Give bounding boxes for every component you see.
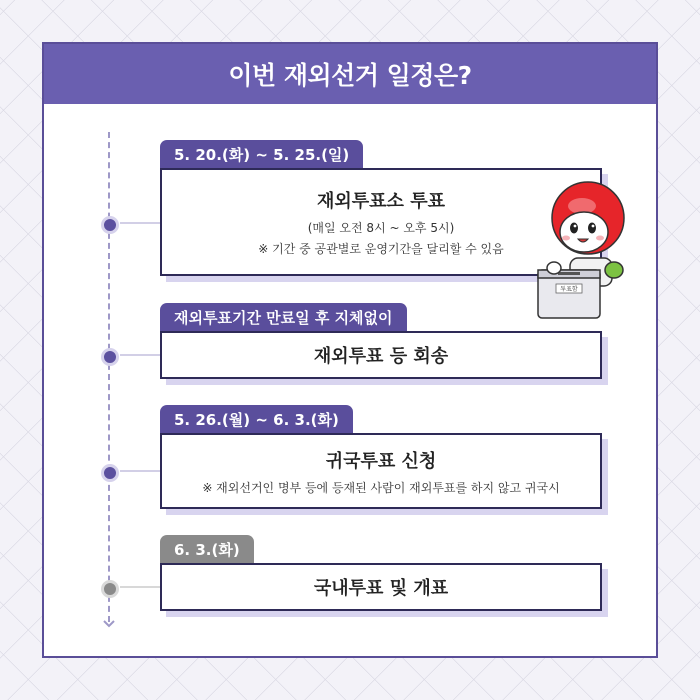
timeline-dot-4: [101, 580, 119, 598]
timeline-connector-2: [120, 354, 160, 356]
schedule-title-1: 재외투표소 투표: [317, 191, 445, 212]
schedule-title-2: 재외투표 등 회송: [313, 346, 449, 367]
schedule-box-3: [160, 433, 602, 509]
timeline-connector-3: [120, 470, 160, 472]
timeline-dot-1: [101, 216, 119, 234]
timeline-connector-4: [120, 586, 160, 588]
timeline-connector-1: [120, 222, 160, 224]
page-title: 이번 재외선거 일정은?: [44, 44, 656, 104]
timeline-line: [108, 132, 110, 622]
ballot-box-label: 투표함: [560, 286, 578, 293]
schedule-date-tab-1: 5. 20.(화) ~ 5. 25.(일): [160, 140, 363, 168]
mascot-ballot-box-illustration: [536, 172, 640, 322]
schedule-box-2: [160, 331, 602, 379]
schedule-note-3: ※ 재외선거인 명부 등에 등재된 사람이 재외투표를 하지 않고 귀국시: [202, 480, 560, 495]
schedule-card: [42, 42, 658, 658]
schedule-date-tab-2: 재외투표기간 만료일 후 지체없이: [160, 303, 407, 331]
schedule-note-1: ※ 기간 중 공관별로 운영기간을 달리할 수 있음: [258, 242, 504, 256]
schedule-date-tab-4: 6. 3.(화): [160, 535, 254, 563]
schedule-box-4: [160, 563, 602, 611]
chevron-down-icon: [101, 616, 117, 632]
timeline-dot-2: [101, 348, 119, 366]
schedule-title-4: 국내투표 및 개표: [313, 578, 449, 599]
timeline-dot-3: [101, 464, 119, 482]
schedule-date-tab-3: 5. 26.(월) ~ 6. 3.(화): [160, 405, 353, 433]
schedule-title-3: 귀국투표 신청: [325, 450, 437, 472]
schedule-hours: (매일 오전 8시 ~ 오후 5시): [307, 221, 455, 235]
